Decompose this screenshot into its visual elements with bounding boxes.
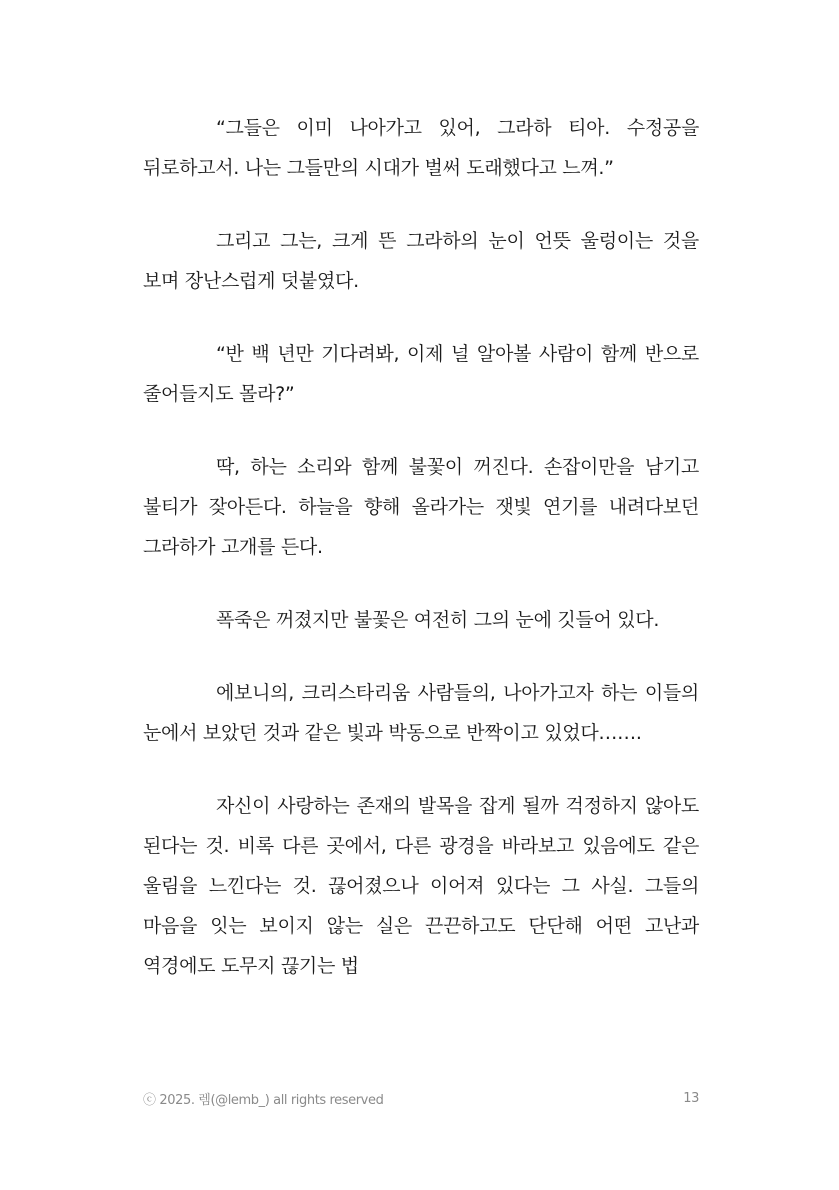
paragraph-3: “반 백 년만 기다려봐, 이제 널 알아볼 사람이 함께 반으로 줄어들지도 몰라?” bbox=[143, 343, 699, 405]
paragraph-5: 폭죽은 꺼졌지만 불꽃은 여전히 그의 눈에 깃들어 있다. bbox=[216, 609, 660, 631]
page-number: 13 bbox=[683, 1090, 699, 1106]
paragraph-1: “그들은 이미 나아가고 있어, 그라하 티아. 수정공을 뒤로하고서. 나는 그들만의 시대가 벌써 도래했다고 느껴.” bbox=[143, 117, 699, 179]
paragraph-7: 자신이 사랑하는 존재의 발목을 잡게 될까 걱정하지 않아도 된다는 것. 비록 다른 곳에서, 다른 광경을 바라보고 있음에도 같은 울림을 느낀다는 것. 끊어졌으나 이어져 있다는 그 사실. 그들의 마음을 잇는 보이지 않는 실은 끈끈하고도 단단해 어떤 고난과 역경에도 도무지 끊기는 법 bbox=[143, 795, 699, 977]
copyright-notice: ⓒ 2025. 렘(@lemb_) all rights reserved bbox=[143, 1092, 384, 1108]
page-footer bbox=[143, 1088, 699, 1108]
paragraph-6: 에보니의, 크리스타리움 사람들의, 나아가고자 하는 이들의 눈에서 보았던 것과 같은 빛과 박동으로 반짝이고 있었다……. bbox=[143, 682, 699, 744]
paragraph-4: 딱, 하는 소리와 함께 불꽃이 꺼진다. 손잡이만을 남기고 불티가 잦아든다. 하늘을 향해 올라가는 잿빛 연기를 내려다보던 그라하가 고개를 든다. bbox=[143, 456, 699, 558]
page-body bbox=[143, 108, 699, 1019]
paragraph-2: 그리고 그는, 크게 뜬 그라하의 눈이 언뜻 울렁이는 것을 보며 장난스럽게 덧붙였다. bbox=[143, 230, 699, 292]
